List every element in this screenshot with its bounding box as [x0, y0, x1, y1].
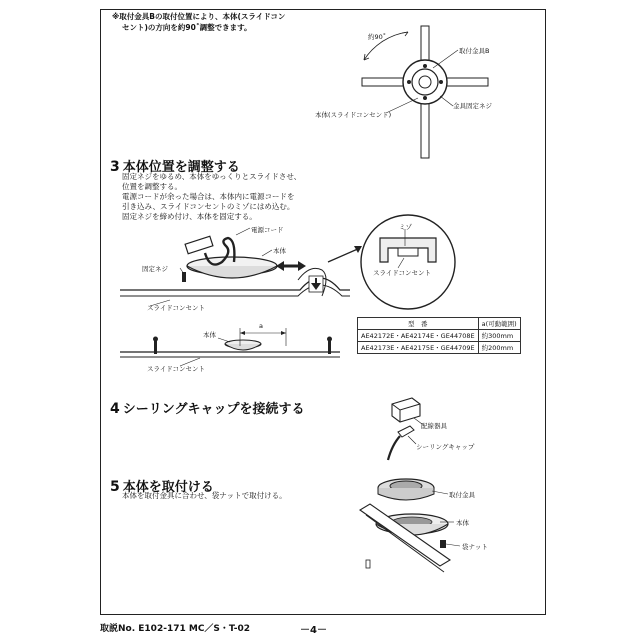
- bracket-label: 取付金具: [449, 491, 475, 499]
- step-5-text: 本体を取付金具に合わせ、袋ナットで取付ける。: [122, 491, 287, 500]
- wiring-device-label: 配線器具: [421, 422, 447, 430]
- note-line-2: セント)の方向を約90˚調整できます。: [122, 22, 252, 32]
- groove-label: ミゾ: [399, 223, 412, 231]
- table-header-range: a(可動範囲): [478, 318, 520, 330]
- body-label-2: 本体: [203, 331, 216, 339]
- fixing-screw-label: 金具固定ネジ: [453, 102, 492, 110]
- table-cell-model: AE42172E・AE42174E・GE44708E: [358, 330, 479, 342]
- power-cord-label: 電源コード: [251, 226, 284, 234]
- table-header-model: 型 番: [358, 318, 479, 330]
- step-4-heading: シーリングキャップを接続する: [122, 402, 305, 417]
- slide-outlet-label-2: スライドコンセント: [147, 365, 206, 373]
- step-4-number: 4: [110, 401, 120, 417]
- ceiling-cap-label: シーリングキャップ: [416, 443, 475, 451]
- table-cell-model: AE42173E・AE42175E・GE44709E: [358, 342, 479, 354]
- cap-nut-label: 袋ナット: [462, 543, 488, 551]
- step-3-text-line: 固定ネジをゆるめ、本体をゆっくりとスライドさせ、: [122, 172, 302, 181]
- step-3-text-line: 固定ネジを締め付け、本体を固定する。: [122, 212, 257, 221]
- step-3-heading: 本体位置を調整する: [122, 160, 240, 175]
- body-label: 本体: [456, 519, 469, 527]
- step-3-text-line: 引き込み、スライドコンセントのミゾにはめ込む。: [122, 202, 295, 211]
- manual-code: 取説No. E102-171 MC／S・T-02: [100, 624, 250, 634]
- slide-outlet-zoom-label: スライドコンセント: [373, 269, 432, 277]
- body-label: 本体: [273, 247, 286, 255]
- note-line-1: ※取付金具Bの取付位置により、本体(スライドコン: [112, 12, 286, 21]
- cap-nut: [440, 540, 446, 548]
- slide-outlet-label: スライドコンセント: [147, 304, 206, 312]
- bracket-b-label: 取付金具B: [459, 47, 490, 55]
- page-number: －4－: [300, 625, 327, 636]
- step-3-text-line: 電源コードが余った場合は、本体内に電源コードを: [122, 192, 295, 201]
- rail: [360, 504, 450, 566]
- step-5-number: 5: [110, 479, 120, 495]
- fixing-screw-label: 固定ネジ: [142, 265, 168, 273]
- table-cell-range: 約200mm: [478, 342, 520, 354]
- table-cell-range: 約300mm: [478, 330, 520, 342]
- step-3-text-line: 位置を調整する。: [122, 182, 182, 191]
- step-3-number: 3: [110, 159, 120, 175]
- body-outlet-label: 本体(スライドコンセント): [315, 111, 392, 119]
- angle-label: 約90˚: [368, 33, 387, 41]
- step-5-heading: 本体を取付ける: [122, 480, 214, 495]
- dimension-a-label: a: [259, 322, 263, 330]
